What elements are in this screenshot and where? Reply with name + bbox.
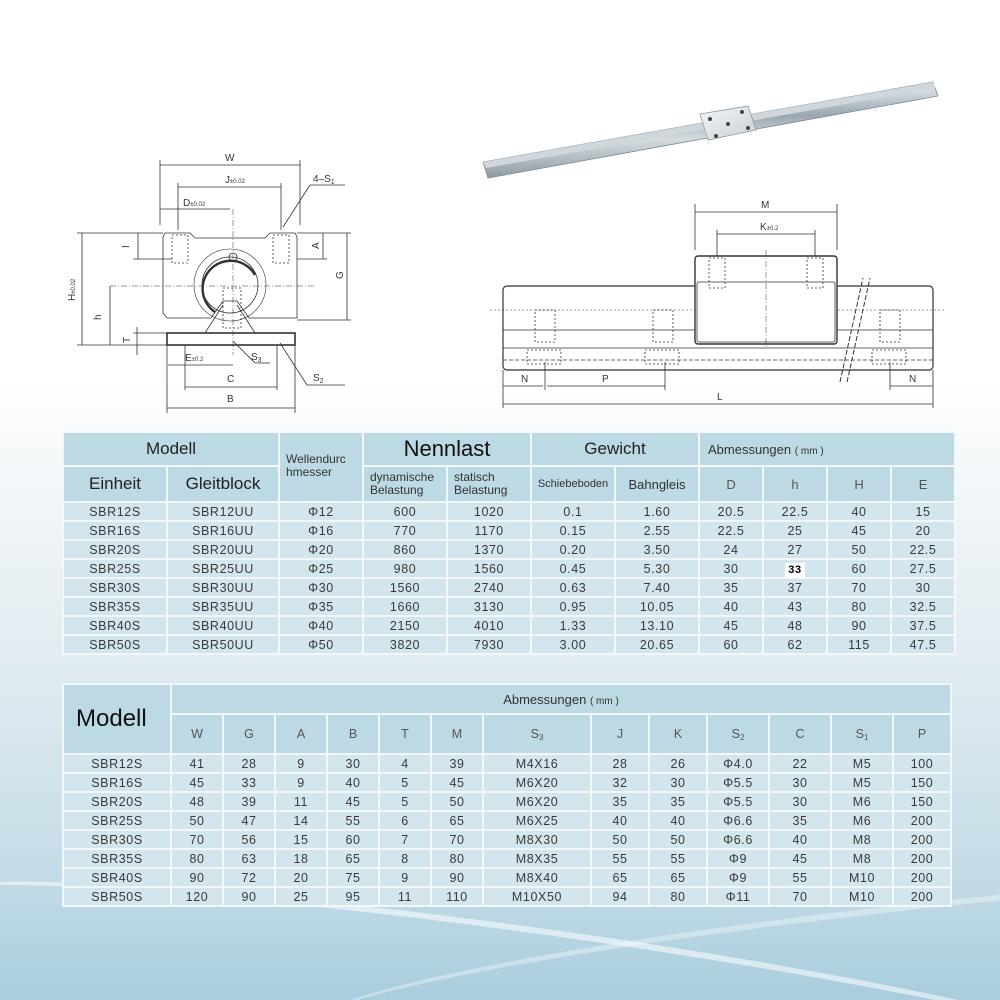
cell-bahn: 2.55 bbox=[615, 521, 699, 540]
cell-welle: Φ12 bbox=[279, 502, 363, 521]
cell-h: 62 bbox=[763, 635, 827, 654]
cell-s1: M6 bbox=[831, 792, 893, 811]
cell-gleitblock: SBR40UU bbox=[167, 616, 279, 635]
label-p: P bbox=[602, 374, 609, 385]
header-statisch: statisch Belastung bbox=[447, 466, 531, 502]
cell-einheit: SBR50S bbox=[63, 635, 167, 654]
cell-s1: M8 bbox=[831, 830, 893, 849]
cell-w: 48 bbox=[171, 792, 223, 811]
cell-t: 4 bbox=[379, 754, 431, 773]
cell-t: 5 bbox=[379, 792, 431, 811]
cell-h: 115 bbox=[827, 635, 891, 654]
cell-a: 15 bbox=[275, 830, 327, 849]
cell-d: 30 bbox=[699, 559, 763, 578]
header-einheit: Einheit bbox=[63, 466, 167, 502]
cell-b: 60 bbox=[327, 830, 379, 849]
cell-gleitblock: SBR16UU bbox=[167, 521, 279, 540]
cell-e: 15 bbox=[891, 502, 955, 521]
label-n-right: N bbox=[909, 374, 917, 385]
label-k-tol: ±0.2 bbox=[766, 226, 779, 232]
cell-s3: M8X30 bbox=[483, 830, 591, 849]
table-row bbox=[63, 868, 951, 887]
label-w: W bbox=[225, 153, 235, 164]
cell-dyn: 1660 bbox=[363, 597, 447, 616]
cell-stat: 1370 bbox=[447, 540, 531, 559]
cell-stat: 1170 bbox=[447, 521, 531, 540]
cell-p: 150 bbox=[893, 773, 951, 792]
header-nennlast: Nennlast bbox=[363, 432, 531, 466]
cell-e: 20 bbox=[891, 521, 955, 540]
cell-j: 28 bbox=[591, 754, 649, 773]
header-col-11: $S_1$ bbox=[831, 714, 893, 754]
table-row bbox=[63, 773, 951, 792]
cell-c: 40 bbox=[769, 830, 831, 849]
cell-s3: M8X40 bbox=[483, 868, 591, 887]
cell-p: 150 bbox=[893, 792, 951, 811]
cell-b: 55 bbox=[327, 811, 379, 830]
cell-modell: SBR16S bbox=[63, 773, 171, 792]
cell-p: 200 bbox=[893, 830, 951, 849]
label-d-tol: ±0.02 bbox=[190, 202, 206, 208]
cell-d: 24 bbox=[699, 540, 763, 559]
cell-g: 90 bbox=[223, 887, 275, 906]
header-col-12: P bbox=[893, 714, 951, 754]
cell-einheit: SBR25S bbox=[63, 559, 167, 578]
header-col-2: A bbox=[275, 714, 327, 754]
cell-h: 48 bbox=[763, 616, 827, 635]
cell-e: 47.5 bbox=[891, 635, 955, 654]
header-col-6: $S_3$ bbox=[483, 714, 591, 754]
cell-einheit: SBR20S bbox=[63, 540, 167, 559]
cell-dyn: 860 bbox=[363, 540, 447, 559]
cell-h bbox=[763, 559, 827, 578]
cell-h: 37 bbox=[763, 578, 827, 597]
cell-k: 55 bbox=[649, 849, 707, 868]
header-modell: Modell bbox=[63, 684, 171, 754]
cell-s1: M6 bbox=[831, 811, 893, 830]
cell-t: 5 bbox=[379, 773, 431, 792]
header-h-lower: h bbox=[763, 466, 827, 502]
header-col-10: C bbox=[769, 714, 831, 754]
cell-schieb: 0.45 bbox=[531, 559, 615, 578]
cell-gleitblock: SBR50UU bbox=[167, 635, 279, 654]
cell-gleitblock: SBR12UU bbox=[167, 502, 279, 521]
cell-t: 8 bbox=[379, 849, 431, 868]
cell-k: 35 bbox=[649, 792, 707, 811]
cell-t: 11 bbox=[379, 887, 431, 906]
cell-w: 45 bbox=[171, 773, 223, 792]
table-row bbox=[63, 754, 951, 773]
cell-stat: 1020 bbox=[447, 502, 531, 521]
cell-b: 65 bbox=[327, 849, 379, 868]
cell-g: 47 bbox=[223, 811, 275, 830]
cell-w: 80 bbox=[171, 849, 223, 868]
cell-c: 70 bbox=[769, 887, 831, 906]
cell-b: 45 bbox=[327, 792, 379, 811]
cell-m: 90 bbox=[431, 868, 483, 887]
cell-stat: 3130 bbox=[447, 597, 531, 616]
cell-w: 120 bbox=[171, 887, 223, 906]
cross-section-drawing bbox=[55, 145, 365, 415]
cell-stat: 7930 bbox=[447, 635, 531, 654]
table-row bbox=[63, 540, 955, 559]
cell-s1: M10 bbox=[831, 868, 893, 887]
cell-schieb: 0.95 bbox=[531, 597, 615, 616]
cell-dyn: 770 bbox=[363, 521, 447, 540]
header-col-7: J bbox=[591, 714, 649, 754]
cell-g: 63 bbox=[223, 849, 275, 868]
cell-w: 70 bbox=[171, 830, 223, 849]
label-e: E bbox=[185, 353, 192, 364]
cell-bahn: 7.40 bbox=[615, 578, 699, 597]
header-col-9: $S_2$ bbox=[707, 714, 769, 754]
cell-a: 25 bbox=[275, 887, 327, 906]
cell-s2: Φ6.6 bbox=[707, 811, 769, 830]
cell-c: 35 bbox=[769, 811, 831, 830]
label-j-tol: ±0.02 bbox=[230, 179, 245, 185]
table-row bbox=[63, 597, 955, 616]
header-e: E bbox=[891, 466, 955, 502]
label-e-tol: ±0.2 bbox=[191, 357, 204, 363]
cell-s1: M5 bbox=[831, 773, 893, 792]
table-row bbox=[63, 635, 955, 654]
cell-modell: SBR40S bbox=[63, 868, 171, 887]
cell-t: 7 bbox=[379, 830, 431, 849]
table-row bbox=[63, 578, 955, 597]
table-row bbox=[63, 502, 955, 521]
cell-d: 22.5 bbox=[699, 521, 763, 540]
cell-g: 72 bbox=[223, 868, 275, 887]
label-s2: S bbox=[313, 373, 320, 384]
cell-schieb: 0.63 bbox=[531, 578, 615, 597]
cell-s1: M10 bbox=[831, 887, 893, 906]
cell-s3: M4X16 bbox=[483, 754, 591, 773]
cell-e: 32.5 bbox=[891, 597, 955, 616]
cell-e: 37.5 bbox=[891, 616, 955, 635]
label-i: I bbox=[121, 245, 132, 248]
cell-c: 30 bbox=[769, 773, 831, 792]
cell-stat: 2740 bbox=[447, 578, 531, 597]
label-g: G bbox=[335, 271, 346, 279]
cell-value-patched: 33 bbox=[785, 563, 804, 577]
header-col-1: G bbox=[223, 714, 275, 754]
cell-h: 40 bbox=[827, 502, 891, 521]
cell-a: 14 bbox=[275, 811, 327, 830]
cell-m: 45 bbox=[431, 773, 483, 792]
cell-welle: Φ20 bbox=[279, 540, 363, 559]
cell-dyn: 980 bbox=[363, 559, 447, 578]
cell-einheit: SBR35S bbox=[63, 597, 167, 616]
cell-m: 80 bbox=[431, 849, 483, 868]
label-d: D bbox=[183, 198, 191, 209]
cell-h: 22.5 bbox=[763, 502, 827, 521]
svg-text:S3 bbox=[251, 352, 262, 364]
cell-b: 95 bbox=[327, 887, 379, 906]
label-h-lower: h bbox=[93, 314, 104, 320]
cell-welle: Φ35 bbox=[279, 597, 363, 616]
cell-j: 94 bbox=[591, 887, 649, 906]
cell-c: 55 bbox=[769, 868, 831, 887]
cell-e: 30 bbox=[891, 578, 955, 597]
table-row bbox=[63, 887, 951, 906]
cell-j: 40 bbox=[591, 811, 649, 830]
cell-p: 200 bbox=[893, 887, 951, 906]
cell-stat: 4010 bbox=[447, 616, 531, 635]
label-t: T bbox=[122, 336, 133, 343]
cell-bahn: 3.50 bbox=[615, 540, 699, 559]
cell-bahn: 13.10 bbox=[615, 616, 699, 635]
header-bahngleis: Bahngleis bbox=[615, 466, 699, 502]
cell-s2: Φ9 bbox=[707, 868, 769, 887]
label-s1-sub: 1 bbox=[330, 179, 335, 186]
cell-d: 20.5 bbox=[699, 502, 763, 521]
cell-a: 20 bbox=[275, 868, 327, 887]
label-l: L bbox=[717, 392, 723, 403]
svg-text:J±0.02 bbox=[225, 175, 246, 186]
cell-j: 32 bbox=[591, 773, 649, 792]
cell-s3: M8X35 bbox=[483, 849, 591, 868]
cell-s1: M8 bbox=[831, 849, 893, 868]
cell-gleitblock: SBR35UU bbox=[167, 597, 279, 616]
cell-modell: SBR35S bbox=[63, 849, 171, 868]
cell-c: 22 bbox=[769, 754, 831, 773]
cell-a: 18 bbox=[275, 849, 327, 868]
label-b: B bbox=[227, 394, 234, 405]
table-row bbox=[63, 792, 951, 811]
cell-p: 200 bbox=[893, 849, 951, 868]
cell-p: 200 bbox=[893, 868, 951, 887]
cell-s3: M10X50 bbox=[483, 887, 591, 906]
cell-bahn: 5.30 bbox=[615, 559, 699, 578]
cell-schieb: 0.15 bbox=[531, 521, 615, 540]
cell-dyn: 3820 bbox=[363, 635, 447, 654]
cell-k: 26 bbox=[649, 754, 707, 773]
header-dynamisch: dynamische Belastung bbox=[363, 466, 447, 502]
label-j: J bbox=[225, 175, 230, 186]
label-h-upper: H bbox=[67, 293, 78, 301]
cell-m: 50 bbox=[431, 792, 483, 811]
cell-k: 40 bbox=[649, 811, 707, 830]
cell-g: 33 bbox=[223, 773, 275, 792]
svg-text:S2 bbox=[313, 373, 324, 385]
table-row bbox=[63, 811, 951, 830]
header-col-4: T bbox=[379, 714, 431, 754]
header-d: D bbox=[699, 466, 763, 502]
cell-b: 75 bbox=[327, 868, 379, 887]
cell-einheit: SBR40S bbox=[63, 616, 167, 635]
cell-c: 45 bbox=[769, 849, 831, 868]
cell-dyn: 600 bbox=[363, 502, 447, 521]
label-h-tol: ±0.02 bbox=[71, 278, 77, 294]
cell-schieb: 0.20 bbox=[531, 540, 615, 559]
cell-k: 30 bbox=[649, 773, 707, 792]
cell-h: 45 bbox=[827, 521, 891, 540]
cell-j: 65 bbox=[591, 868, 649, 887]
label-a: A bbox=[311, 242, 322, 249]
cell-modell: SBR25S bbox=[63, 811, 171, 830]
table-row bbox=[63, 616, 955, 635]
cell-h: 80 bbox=[827, 597, 891, 616]
cell-gleitblock: SBR25UU bbox=[167, 559, 279, 578]
cell-h: 60 bbox=[827, 559, 891, 578]
header-abmessungen: Abmessungen ( mm ) bbox=[171, 684, 951, 714]
cell-a: 9 bbox=[275, 773, 327, 792]
label-m: M bbox=[761, 200, 770, 211]
cell-s2: Φ5.5 bbox=[707, 773, 769, 792]
header-modell: Modell bbox=[63, 432, 279, 466]
cell-welle: Φ16 bbox=[279, 521, 363, 540]
cell-m: 39 bbox=[431, 754, 483, 773]
cell-k: 50 bbox=[649, 830, 707, 849]
cell-t: 6 bbox=[379, 811, 431, 830]
cell-s3: M6X25 bbox=[483, 811, 591, 830]
cell-modell: SBR20S bbox=[63, 792, 171, 811]
product-photo bbox=[478, 70, 948, 180]
table-row bbox=[63, 521, 955, 540]
header-h-upper: H bbox=[827, 466, 891, 502]
header-gleitblock: Gleitblock bbox=[167, 466, 279, 502]
cell-d: 35 bbox=[699, 578, 763, 597]
side-view-drawing bbox=[485, 190, 945, 410]
cell-welle: Φ50 bbox=[279, 635, 363, 654]
table-row bbox=[63, 559, 955, 578]
cell-g: 56 bbox=[223, 830, 275, 849]
svg-text:K±0.2 bbox=[760, 222, 779, 233]
cell-einheit: SBR30S bbox=[63, 578, 167, 597]
cell-h: 70 bbox=[827, 578, 891, 597]
cell-t: 9 bbox=[379, 868, 431, 887]
header-schiebeboden: Schiebeboden bbox=[531, 466, 615, 502]
cell-m: 70 bbox=[431, 830, 483, 849]
cell-g: 39 bbox=[223, 792, 275, 811]
cell-modell: SBR12S bbox=[63, 754, 171, 773]
header-col-8: K bbox=[649, 714, 707, 754]
cell-p: 100 bbox=[893, 754, 951, 773]
cell-modell: SBR50S bbox=[63, 887, 171, 906]
header-col-5: M bbox=[431, 714, 483, 754]
cell-schieb: 0.1 bbox=[531, 502, 615, 521]
cell-welle: Φ40 bbox=[279, 616, 363, 635]
header-col-0: W bbox=[171, 714, 223, 754]
svg-text:D±0.02 bbox=[183, 198, 206, 209]
cell-dyn: 1560 bbox=[363, 578, 447, 597]
cell-s2: Φ6.6 bbox=[707, 830, 769, 849]
cell-d: 45 bbox=[699, 616, 763, 635]
cell-d: 60 bbox=[699, 635, 763, 654]
cell-c: 30 bbox=[769, 792, 831, 811]
cell-s2: Φ9 bbox=[707, 849, 769, 868]
label-n-left: N bbox=[521, 374, 529, 385]
cell-d: 40 bbox=[699, 597, 763, 616]
cell-w: 50 bbox=[171, 811, 223, 830]
cell-stat: 1560 bbox=[447, 559, 531, 578]
cell-j: 35 bbox=[591, 792, 649, 811]
cell-s2: Φ4.0 bbox=[707, 754, 769, 773]
table-row bbox=[63, 849, 951, 868]
header-wellendurchmesser: Wellendurc hmesser bbox=[279, 432, 363, 502]
cell-gleitblock: SBR20UU bbox=[167, 540, 279, 559]
cell-s1: M5 bbox=[831, 754, 893, 773]
cell-schieb: 3.00 bbox=[531, 635, 615, 654]
cell-h: 27 bbox=[763, 540, 827, 559]
cell-s3: M6X20 bbox=[483, 792, 591, 811]
cell-s2: Φ5.5 bbox=[707, 792, 769, 811]
cell-welle: Φ30 bbox=[279, 578, 363, 597]
cell-s3: M6X20 bbox=[483, 773, 591, 792]
header-gewicht: Gewicht bbox=[531, 432, 699, 466]
cell-m: 65 bbox=[431, 811, 483, 830]
cell-k: 80 bbox=[649, 887, 707, 906]
cell-s2: Φ11 bbox=[707, 887, 769, 906]
dimension-spec-table bbox=[62, 683, 952, 907]
cell-b: 40 bbox=[327, 773, 379, 792]
cell-gleitblock: SBR30UU bbox=[167, 578, 279, 597]
cell-b: 30 bbox=[327, 754, 379, 773]
svg-text:4–S1 bbox=[313, 174, 335, 186]
svg-text:H±0.02 bbox=[67, 278, 78, 301]
cell-modell: SBR30S bbox=[63, 830, 171, 849]
cell-p: 200 bbox=[893, 811, 951, 830]
cell-einheit: SBR16S bbox=[63, 521, 167, 540]
cell-j: 55 bbox=[591, 849, 649, 868]
cell-h: 50 bbox=[827, 540, 891, 559]
cell-einheit: SBR12S bbox=[63, 502, 167, 521]
cell-a: 11 bbox=[275, 792, 327, 811]
cell-w: 90 bbox=[171, 868, 223, 887]
header-abmessungen: Abmessungen ( mm ) bbox=[699, 432, 955, 466]
cell-a: 9 bbox=[275, 754, 327, 773]
cell-welle: Φ25 bbox=[279, 559, 363, 578]
cell-e: 27.5 bbox=[891, 559, 955, 578]
header-col-3: B bbox=[327, 714, 379, 754]
cell-e: 22.5 bbox=[891, 540, 955, 559]
label-s3: S bbox=[251, 352, 258, 363]
cell-dyn: 2150 bbox=[363, 616, 447, 635]
label-c: C bbox=[227, 374, 235, 385]
cell-h: 25 bbox=[763, 521, 827, 540]
label-s1: 4–S bbox=[313, 174, 331, 185]
cell-j: 50 bbox=[591, 830, 649, 849]
label-k: K bbox=[760, 222, 767, 233]
cell-g: 28 bbox=[223, 754, 275, 773]
svg-text:E±0.2 bbox=[185, 353, 204, 364]
load-spec-table bbox=[62, 431, 956, 655]
cell-h: 43 bbox=[763, 597, 827, 616]
label-s3-sub: 3 bbox=[257, 357, 262, 364]
cell-bahn: 20.65 bbox=[615, 635, 699, 654]
table-row bbox=[63, 830, 951, 849]
cell-m: 110 bbox=[431, 887, 483, 906]
cell-schieb: 1.33 bbox=[531, 616, 615, 635]
label-s2-sub: 2 bbox=[319, 378, 324, 385]
cell-k: 65 bbox=[649, 868, 707, 887]
cell-h: 90 bbox=[827, 616, 891, 635]
cell-bahn: 1.60 bbox=[615, 502, 699, 521]
cell-bahn: 10.05 bbox=[615, 597, 699, 616]
cell-w: 41 bbox=[171, 754, 223, 773]
